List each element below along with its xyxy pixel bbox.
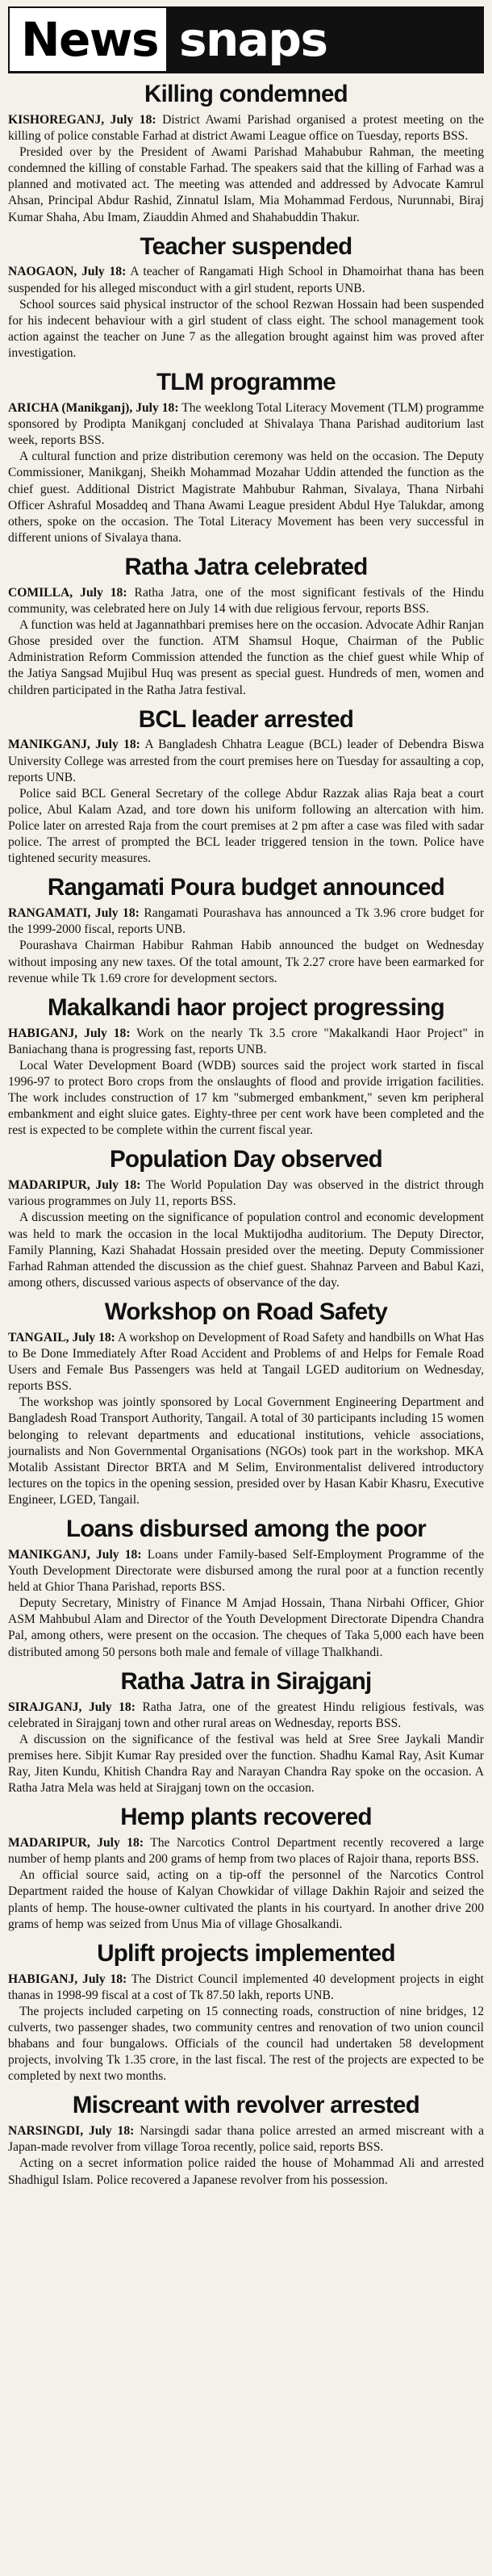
news-story: [8, 1804, 484, 1933]
story-dateline: HABIGANJ, July 18:: [8, 1972, 127, 1986]
story-paragraph: [8, 2156, 484, 2188]
story-dateline: TANGAIL, July 18:: [8, 1330, 115, 1344]
story-body-text: School sources said physical instructor of the school Rezwan Hossain had been suspended for his indecent behaviour with a girl student of class eight. The school management took action against the teacher on June 7 as the allegation brought against him was proved after investigation.: [8, 297, 484, 361]
story-headline: Workshop on Road Safety: [104, 1298, 388, 1325]
story-paragraph: [8, 1210, 484, 1291]
story-dateline: SIRAJGANJ, July 18:: [8, 1700, 136, 1714]
story-dateline: MANIKGANJ, July 18:: [8, 738, 140, 752]
story-paragraph: [8, 737, 484, 785]
story-body-text: Ratha Jatra, one of the most significant festivals of the Hindu community, was celebrated here on July 14 with due religious fervour, reports BSS.: [8, 585, 484, 616]
story-paragraph: [8, 1026, 484, 1058]
story-headline: Uplift projects implemented: [97, 1939, 395, 1967]
story-body-text: Loans under Family-based Self-Employment Programme of the Youth Development Directorate were disbursed among the rural poor at a function recently held at Ghior Thana Parishad, reports BSS.: [8, 1547, 484, 1595]
news-story: [8, 1669, 484, 1797]
story-paragraph: [8, 1972, 484, 2004]
story-body-text: Presided over by the President of Awami Parishad Mahabubur Rahman, the meeting condemned the killing of constable Farhad. The speakers said that the killing of Farhad was a planned and motivated act. The meeting was attended and addressed by Advocate Kamrul Ahsan, Principal Abdur Rashid, Zinnatul Islam, Mia Mohammad Ferdous, Nurunnabi, Biraj Kumar Shaha, Abu Imam, Ziauddin Ahmed and Shahabuddin Thakur.: [8, 145, 484, 224]
story-body-text: Pourashava Chairman Habibur Rahman Habib announced the budget on Wednesday without imposing any new taxes. Of the total amount, Tk 2.27 crore have been earmarked for revenue while Tk 1.69 crore for development sectors.: [8, 939, 484, 985]
story-headline: Miscreant with revolver arrested: [72, 2092, 420, 2119]
news-story: [8, 1299, 484, 1508]
story-dateline: NARSINGDI, July 18:: [8, 2124, 135, 2139]
news-story: [8, 707, 484, 868]
story-body-text: Narsingdi sadar thana police arrested an armed miscreant with a Japan-made revolver from village Toroa recently, police said, reports BSS.: [8, 2124, 485, 2155]
story-body-text: A discussion on the significance of the festival was held at Sree Sree Jaykali Mandir premises here. Sibjit Kumar Ray presided over the function. Shadhu Kamal Ray, Asit Kumar Ray, Jiten Kundu, Khitish Chandra Ray and Narayan Chandra Ray spoke on the occasion. A Ratha Jatra Mela was held at Sirajganj town on the occasion.: [8, 1732, 484, 1796]
story-paragraph: [8, 112, 484, 144]
story-body-text: Rangamati Pourashava has announced a Tk 3.96 crore budget for the 1999-2000 fiscal, reports UNB.: [8, 906, 485, 937]
news-story: [8, 234, 484, 362]
news-story: [8, 1516, 484, 1661]
story-body-text: The projects included carpeting on 15 connecting roads, construction of nine bridges, 12 culverts, two passenger shades, two community centres and renovation of two union council bhabans and four bungalows. Officials of the council had undertaken 58 development projects, involving Tk 1.35 crore, in the last fiscal. The rest of the projects are expected to be completed by next two months.: [8, 2004, 484, 2084]
story-body-text: A teacher of Rangamati High School in Dhamoirhat thana has been suspended for his alleged misconduct with a girl student, reports UNB.: [8, 265, 484, 295]
story-paragraph: [8, 144, 484, 226]
story-headline: Ratha Jatra celebrated: [124, 553, 368, 580]
story-paragraph: [8, 297, 484, 362]
story-paragraph: [8, 585, 484, 617]
news-story: [8, 370, 484, 546]
masthead-word-snaps: snaps: [178, 12, 327, 67]
story-dateline: MADARIPUR, July 18:: [8, 1836, 144, 1850]
story-headline: Teacher suspended: [140, 232, 352, 260]
story-body-text: The workshop was jointly sponsored by Local Government Engineering Department and Bangladesh Road Transport Authority, Tangail. A total of 30 participants including 15 women belonging to relevant departments and educational institutions, vehicle associations, journalists and Non Governmental Organisations (NGOs) took part in the workshop. MKA Motalib Assistant Director BRTA and M Selim, Environmentalist delivered introductory lectures on the topics in the opening session, presided over by Hasan Kabir Khasru, Executive Engineer, LGED, Tangail.: [8, 1395, 484, 1507]
story-paragraph: [8, 1177, 484, 1210]
masthead-right-panel: [168, 8, 482, 71]
story-body-text: The World Population Day was observed in the district through various programmes on July 11, reports BSS.: [8, 1178, 484, 1209]
story-headline: Rangamati Poura budget announced: [47, 874, 445, 901]
story-dateline: MANIKGANJ, July 18:: [8, 1547, 142, 1562]
news-story: [8, 1147, 484, 1291]
story-paragraph: [8, 1732, 484, 1796]
story-body-text: The Narcotics Control Department recently recovered a large number of hemp plants and 200 grams of hemp from two places of Rajoir thana, reports BSS.: [8, 1836, 484, 1867]
news-story: [8, 82, 484, 226]
story-body-text: A Bangladesh Chhatra League (BCL) leader of Debendra Biswa University College was arrested from the court premises here on Tuesday for assaulting a cop, reports UNB.: [8, 738, 484, 784]
story-paragraph: [8, 1835, 484, 1867]
story-body-text: A function was held at Jagannathbari premises here on the occasion. Advocate Adhir Ranjan Ghose presided over the function. ATM Shamsul Hoque, Chairman of the Public Administration Reform Commission attended the function as the chief guest while Whip of the Jatiya Sangsad Mujibul Huq was present as special guest. Hundreds of men, women and children participated in the Ratha Jatra festival.: [8, 618, 484, 697]
story-headline: Loans disbursed among the poor: [65, 1516, 427, 1543]
story-dateline: HABIGANJ, July 18:: [8, 1026, 131, 1040]
story-body-text: District Awami Parishad organised a protest meeting on the killing of police constable Farhad at district Awami League office on Tuesday, reports BSS.: [8, 112, 484, 143]
story-body-text: Ratha Jatra, one of the greatest Hindu religious festivals, was celebrated in Sirajganj town and other rural areas on Wednesday, reports BSS.: [8, 1700, 485, 1730]
story-headline: Killing condemned: [144, 81, 348, 107]
story-paragraph: [8, 264, 484, 296]
news-story: [8, 995, 484, 1140]
story-paragraph: [8, 1058, 484, 1140]
story-paragraph: [8, 1595, 484, 1660]
story-headline: Hemp plants recovered: [120, 1804, 372, 1831]
story-paragraph: [8, 1547, 484, 1595]
stories-column: [8, 82, 484, 2189]
story-body-text: An official source said, acting on a tip-off the personnel of the Narcotics Control Department raided the house of Kalyan Chowkidar of village Dakhin Rajoir and seized the plants of hemp. The house-owner cultivated the plants in his courtyard. In another drive 200 grams of hemp was seized from Unus Mia of village Ghosalkandi.: [8, 1868, 484, 1931]
news-story: [8, 554, 484, 699]
story-body-text: The District Council implemented 40 development projects in eight thanas in 1998-99 fiscal at a cost of Tk 87.50 lakh, reports UNB.: [8, 1972, 485, 2002]
story-paragraph: [8, 1395, 484, 1508]
story-body-text: A workshop on Development of Road Safety and handbills on What Has to Be Done Immediately After Road Accident and Problems of and Helps for Female Road Users and Female Bus Passengers was held at Tangail LGED auditorium on Wednesday, reports BSS.: [8, 1330, 484, 1394]
news-story: [8, 2093, 484, 2188]
masthead-rule: [8, 71, 484, 73]
story-dateline: RANGAMATI, July 18:: [8, 906, 140, 921]
story-paragraph: [8, 449, 484, 546]
masthead: [8, 6, 484, 71]
story-dateline: COMILLA, July 18:: [8, 585, 127, 600]
story-headline: Makalkandi haor project progressing: [48, 993, 444, 1021]
story-dateline: NAOGAON, July 18:: [8, 265, 127, 279]
story-headline: Ratha Jatra in Sirajganj: [120, 1667, 372, 1695]
story-paragraph: [8, 1330, 484, 1395]
news-story: [8, 1941, 484, 2085]
news-page: [8, 0, 484, 2189]
story-body-text: Acting on a secret information police raided the house of Mohammad Ali and arrested Shadhigul Islam. Police recovered a Japanese revolver from his possession.: [8, 2156, 484, 2187]
story-body-text: Deputy Secretary, Ministry of Finance M Amjad Hossain, Thana Nirbahi Officer, Ghior ASM Mahbubul Alam and Director of the Youth Development Directorate Dipendra Chandra Pal, among others, were present on the occasion. The cheques of Taka 5,000 each have been distributed among 50 persons both male and female of village Thalkhandi.: [8, 1596, 484, 1659]
story-paragraph: [8, 1700, 484, 1732]
story-paragraph: [8, 938, 484, 986]
story-dateline: KISHOREGANJ, July 18:: [8, 112, 156, 127]
masthead-word-news: News: [21, 12, 158, 67]
story-dateline: ARICHA (Manikganj), July 18:: [8, 401, 179, 415]
story-paragraph: [8, 1867, 484, 1932]
story-body-text: A discussion meeting on the significance of population control and economic development was held to mark the occasion in the local Muktijodha auditorium. The Deputy Director, Family Planning, Kazi Shahadat Hossain presided over the meeting. Deputy Commissioner Farhad Rahman attended the discussion as the chief guest. Shahnaz Parveen and Babul Kazi, among others, discussed various aspects of observance of the day.: [8, 1211, 484, 1290]
story-headline: Population Day observed: [110, 1146, 382, 1173]
story-body-text: Police said BCL General Secretary of the college Abdur Razzak alias Raja beat a court police, Abul Kalam Azad, and tore down his uniform following an altercation with him. Police later on arrested Raja from the court premises at 2 pm after a case was filed with sadar police. The arrest of prompted the BCL leader triggered tension in the town. Police have tightened security measures.: [8, 786, 484, 866]
masthead-left-panel: [10, 8, 168, 71]
story-body-text: A cultural function and prize distribution ceremony was held on the occasion. The Deputy Commissioner, Manikganj, Sheikh Mohammad Mozahar Uddin attended the function as the chief guest. Additional District Magistrate Mahbubur Rahman, Sivalaya, Thana Nirbahi Officer Ashraful Mosaddeq and Thana Awami League president Abdul Hye Talukdar, among others, spoke on the occasion. The Total Literacy Movement has been very successful in different unions of Sivalaya thana.: [8, 450, 484, 545]
story-headline: TLM programme: [156, 369, 336, 396]
story-body-text: Work on the nearly Tk 3.5 crore "Makalkandi Haor Project" in Baniachang thana is progressing fast, reports UNB.: [8, 1026, 484, 1056]
story-dateline: MADARIPUR, July 18:: [8, 1178, 141, 1193]
story-paragraph: [8, 2123, 484, 2156]
story-paragraph: [8, 400, 484, 449]
news-story: [8, 875, 484, 986]
story-paragraph: [8, 617, 484, 699]
story-paragraph: [8, 905, 484, 938]
story-body-text: Local Water Development Board (WDB) sources said the project work started in fiscal 1996-97 to protect Boro crops from the onslaughts of flood and provide irrigation facilities. The work includes construction of 17 km "submerged embankment," seven km peripheral embankment and eight sluice gates. Eighty-three per cent work have been completed and the rest is expected to be complete within the current fiscal year.: [8, 1058, 484, 1138]
story-paragraph: [8, 786, 484, 868]
story-body-text: The weeklong Total Literacy Movement (TLM) programme sponsored by Prodipta Manikganj concluded at Shivalaya Thana Parishad auditorium last week, reports BSS.: [8, 401, 484, 448]
story-headline: BCL leader arrested: [138, 705, 354, 733]
story-paragraph: [8, 2004, 484, 2085]
